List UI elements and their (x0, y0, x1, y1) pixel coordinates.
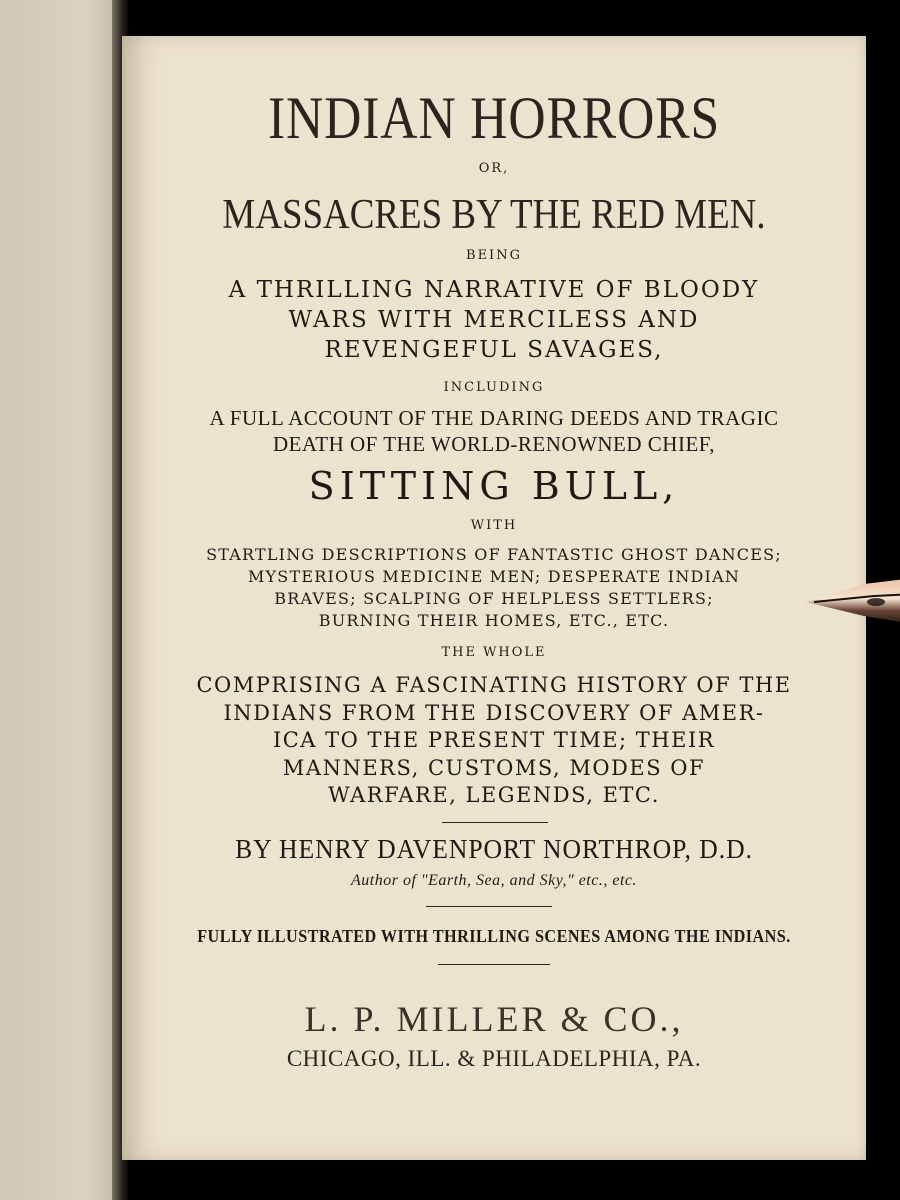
comprising-line: WARFARE, LEGENDS, ETC. (328, 783, 660, 807)
with-connector: WITH (470, 518, 518, 533)
narrative-line: A THRILLING NARRATIVE OF BLOODY (228, 277, 760, 303)
narrative-line: REVENGEFUL SAVAGES, (324, 337, 664, 363)
comprising-line: ICA TO THE PRESENT TIME; THEIR (272, 728, 716, 752)
title-page (122, 36, 866, 1160)
divider-rule (442, 822, 548, 823)
publisher-name: L. P. MILLER & CO., (304, 999, 684, 1039)
divider-rule (438, 964, 550, 965)
author-byline: BY HENRY DAVENPORT NORTHROP, D.D. (235, 834, 753, 864)
comprising-line: MANNERS, CUSTOMS, MODES OF (282, 756, 706, 780)
divider-rule (426, 906, 552, 907)
pen-nib-icon (804, 578, 900, 624)
publisher-cities: CHICAGO, ILL. & PHILADELPHIA, PA. (286, 1046, 702, 1071)
chief-name: SITTING BULL, (308, 464, 680, 508)
left-page-edge (0, 0, 122, 1200)
being-connector: BEING (466, 248, 522, 263)
including-connector: INCLUDING (443, 380, 545, 395)
description-line: STARTLING DESCRIPTIONS OF FANTASTIC GHOST DANCES; (206, 545, 782, 564)
the-whole-connector: THE WHOLE (441, 645, 547, 660)
comprising-line: INDIANS FROM THE DISCOVERY OF AMER- (223, 701, 765, 725)
description-line: BRAVES; SCALPING OF HELPLESS SETTLERS; (274, 589, 714, 608)
illustration-note: FULLY ILLUSTRATED WITH THRILLING SCENES AMONG THE INDIANS. (197, 926, 791, 946)
or-connector: OR, (478, 161, 510, 176)
narrative-line: WARS WITH MERCILESS AND (288, 307, 700, 333)
book-subtitle: MASSACRES BY THE RED MEN. (222, 192, 766, 238)
book-title: INDIAN HORRORS (267, 85, 721, 151)
comprising-line: COMPRISING A FASCINATING HISTORY OF THE (196, 673, 792, 697)
description-line: MYSTERIOUS MEDICINE MEN; DESPERATE INDIAN (247, 567, 741, 586)
account-line: DEATH OF THE WORLD-RENOWNED CHIEF, (272, 432, 716, 456)
account-line: A FULL ACCOUNT OF THE DARING DEEDS AND TRAGIC (209, 406, 779, 430)
description-line: BURNING THEIR HOMES, ETC., ETC. (318, 611, 670, 630)
author-note: Author of "Earth, Sea, and Sky," etc., etc. (351, 872, 637, 889)
